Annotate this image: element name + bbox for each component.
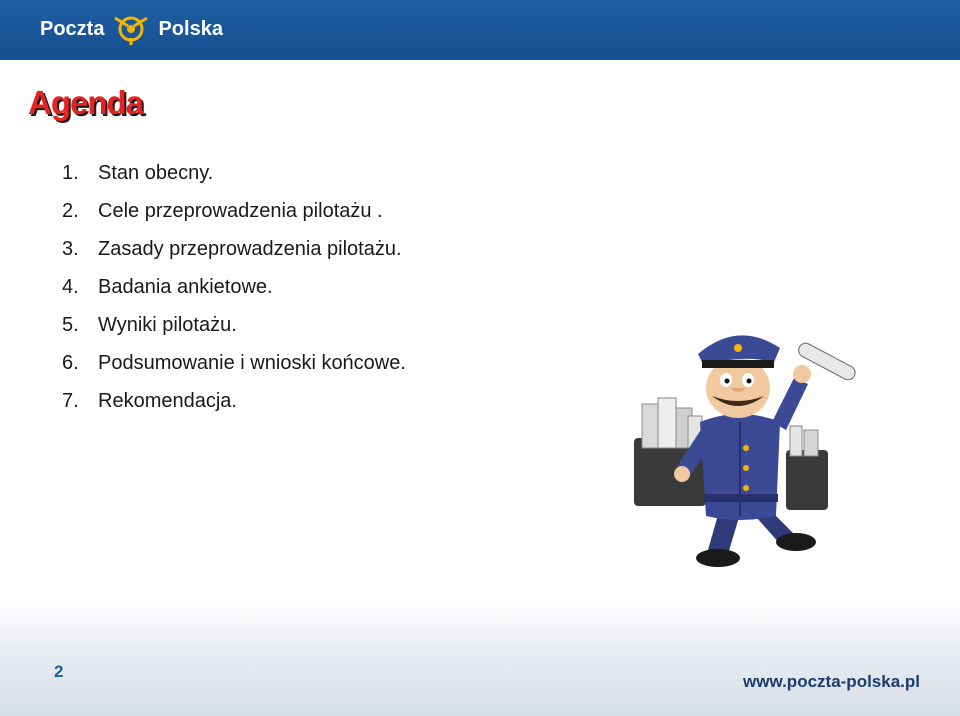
page-number: 2	[54, 662, 64, 681]
agenda-item	[62, 198, 406, 236]
logo	[40, 12, 223, 46]
agenda-item	[62, 350, 406, 388]
agenda-item-text: Wyniki pilotażu.	[98, 314, 237, 336]
agenda-item-text: Cele przeprowadzenia pilotażu .	[98, 200, 383, 222]
agenda-item-number: 1.	[62, 162, 79, 184]
agenda-item-number: 2.	[62, 200, 79, 222]
agenda-item	[62, 312, 406, 350]
agenda-item-number: 6.	[62, 352, 79, 374]
agenda-item-number: 5.	[62, 314, 79, 336]
agenda-item	[62, 274, 406, 312]
agenda-item-number: 7.	[62, 390, 79, 412]
logo-text-left: Poczta	[40, 17, 105, 40]
agenda-item-text: Podsumowanie i wnioski końcowe.	[98, 352, 406, 374]
agenda-list	[62, 160, 406, 426]
post-horn-icon	[112, 12, 150, 46]
agenda-item	[62, 236, 406, 274]
logo-text-right: Polska	[158, 17, 223, 40]
footer-bar	[0, 596, 960, 716]
agenda-item-text: Stan obecny.	[98, 162, 214, 184]
footer-url: www.poczta-polska.pl	[743, 672, 920, 691]
agenda-item	[62, 388, 406, 426]
agenda-item	[62, 160, 406, 198]
agenda-item-text: Zasady przeprowadzenia pilotażu.	[98, 238, 402, 260]
agenda-item-text: Rekomendacja.	[98, 390, 237, 412]
agenda-item-number: 4.	[62, 276, 79, 298]
postman-illustration	[630, 318, 860, 578]
header-bar	[0, 0, 960, 60]
agenda-item-text: Badania ankietowe.	[98, 276, 273, 298]
agenda-item-number: 3.	[62, 238, 79, 260]
slide-title: Agenda	[28, 84, 144, 121]
